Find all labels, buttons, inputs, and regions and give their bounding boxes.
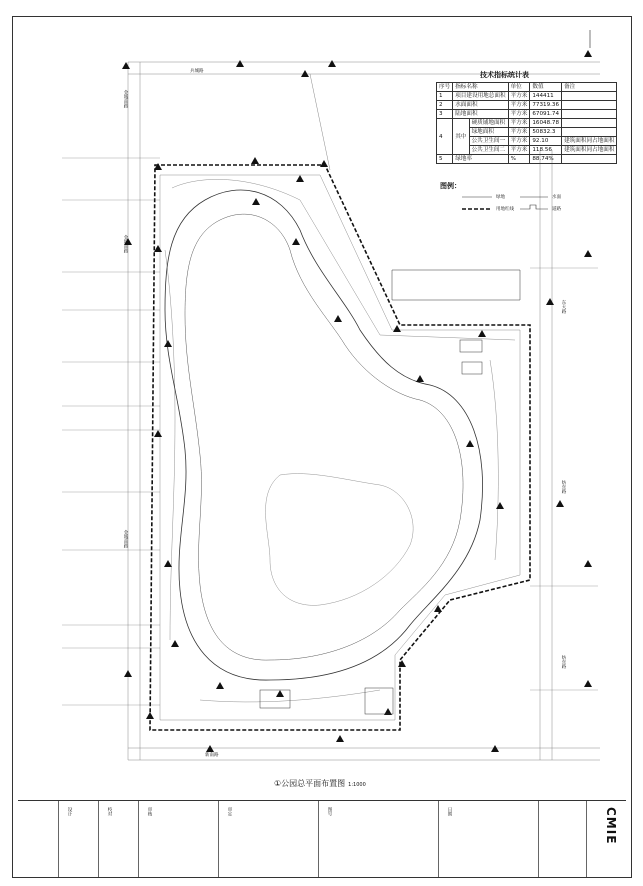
row-unit: 平方米 [508,92,530,101]
row-no: 4 [437,119,453,155]
row-unit: 平方米 [508,146,530,155]
tb-divider [318,801,319,877]
plan-caption [274,778,366,789]
lake-inner [185,214,463,660]
street-label-north: 兵城路 [190,69,204,74]
tech-index-table [436,82,617,164]
street-label-west-3: 金城南路 [123,530,128,548]
row-name: 项目建设用地总面积 [453,92,508,101]
row-note [562,155,617,164]
street-label-east-2: 纺东路 [561,480,566,494]
table-title: 技术指标统计表 [480,71,529,79]
table-row [437,92,617,101]
row-note: 建筑面积同占地面积 [562,146,617,155]
table-row [437,155,617,164]
legend-item-road: 道路 [552,207,561,212]
site-boundary-line [150,165,530,730]
row-unit: % [508,155,530,164]
tb-label: 日期 [447,807,452,816]
tb-divider [438,801,439,877]
row-value: 77319.36 [530,101,562,110]
legend-item-water: 水面 [552,195,561,200]
table-row [437,119,617,128]
row-name: 陆地面积 [453,110,508,119]
row-unit: 平方米 [508,110,530,119]
tb-divider [138,801,139,877]
tb-divider [538,801,539,877]
tb-divider [58,801,59,877]
legend-item-green: 绿地 [496,195,505,200]
row-value: 16048.78 [530,119,562,128]
tb-divider [98,801,99,877]
tb-divider [586,801,587,877]
lake-contour [266,474,414,606]
row-value: 118.56 [530,146,562,155]
row-unit: 平方米 [508,101,530,110]
table-row [437,110,617,119]
tb-label: 校对 [107,807,112,816]
row-value: 50832.3 [530,128,562,137]
street-label-east-3: 纺东路 [561,655,566,669]
row-value: 67091.74 [530,110,562,119]
row-unit: 平方米 [508,128,530,137]
row-name: 公共卫生间一 [469,137,508,146]
table-header: 备注 [562,83,617,92]
table-header: 序号 [437,83,453,92]
row-note [562,110,617,119]
row-note [562,92,617,101]
planting-band [160,175,520,720]
tb-label: 审核 [147,807,152,816]
row-no: 5 [437,155,453,164]
tb-label: 审定 [227,807,232,816]
table-row [437,101,617,110]
plan-scale: 1:1000 [348,782,366,788]
road-lines [128,62,600,760]
row-name: 绿地面积 [469,128,508,137]
row-no: 1 [437,92,453,101]
row-no: 3 [437,110,453,119]
row-group: 其中 [453,119,469,155]
annotation-leaders [62,158,598,705]
street-label-south: 新南路 [205,753,219,758]
row-note: 建筑面积同占地面积 [562,137,617,146]
legend-title: 图例： [440,182,461,190]
row-value: 144411 [530,92,562,101]
table-header: 指标名称 [453,83,508,92]
row-name: 水面面积 [453,101,508,110]
row-value: 88.74% [530,155,562,164]
tb-label: 图号 [327,807,332,816]
street-label-west-1: 金城南路 [123,90,128,108]
row-name: 绿地率 [453,155,508,164]
legend-item-redline: 用地红线 [496,207,514,212]
row-note [562,128,617,137]
street-label-west-2: 金城南路 [123,235,128,253]
title-block [18,800,626,877]
row-name: 公共卫生间二 [469,146,508,155]
row-no: 2 [437,101,453,110]
row-name: 硬质铺地面积 [469,119,508,128]
row-note [562,101,617,110]
table-header: 数值 [530,83,562,92]
plan-caption-text: ①公园总平面布置图 [274,779,346,788]
row-value: 92.10 [530,137,562,146]
row-unit: 平方米 [508,137,530,146]
tb-label: 设计 [67,807,72,816]
table-header: 单位 [508,83,530,92]
row-unit: 平方米 [508,119,530,128]
table-header-row [437,83,617,92]
street-label-east-1: 东大路 [561,300,566,314]
company-logo: CMIE [604,807,618,845]
tb-divider [218,801,219,877]
row-note [562,119,617,128]
lake-shore [165,190,483,680]
